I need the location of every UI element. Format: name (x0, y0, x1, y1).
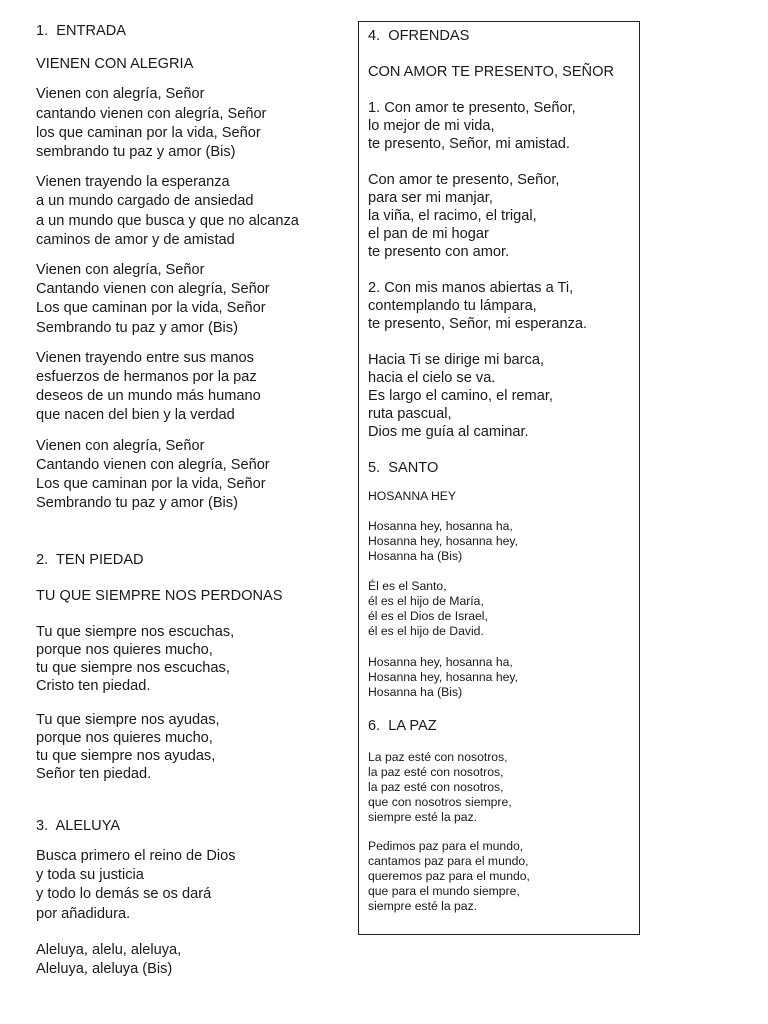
stanza (368, 279, 631, 333)
lyric-line: queremos paz para el mundo, (368, 869, 530, 883)
section-heading-entrada: 1. ENTRADA (36, 23, 127, 39)
section-heading-la-paz: 6. LA PAZ (368, 718, 437, 734)
song-title-hosanna-hey: HOSANNA HEY (368, 489, 457, 503)
lyric-line: Hacia Ti se dirige mi barca, (368, 352, 545, 368)
lyric-line: deseos de un mundo más humano (36, 388, 261, 405)
lyric-line: la viña, el racimo, el trigal, (368, 208, 537, 224)
stanza (36, 941, 336, 979)
lyric-line: cantando vienen con alegría, Señor (36, 105, 267, 122)
stanza (36, 847, 336, 924)
stanza (36, 173, 336, 250)
lyric-line: Con amor te presento, Señor, (368, 172, 560, 188)
lyric-line: la paz esté con nosotros, (368, 765, 504, 779)
lyric-line: Busca primero el reino de Dios (36, 848, 236, 865)
lyric-line: Hosanna ha (Bis) (368, 685, 463, 699)
lyric-line: Tu que siempre nos ayudas, (36, 711, 220, 728)
song-title-tu-que-siempre: TU QUE SIEMPRE NOS PERDONAS (36, 587, 283, 604)
lyric-line: Hosanna ha (Bis) (368, 549, 463, 563)
lyric-line: tu que siempre nos escuchas, (36, 659, 230, 676)
lyric-line: lo mejor de mi vida, (368, 118, 495, 134)
lyric-line: para ser mi manjar, (368, 190, 493, 206)
lyric-line: hacia el cielo se va. (368, 370, 496, 386)
stanza (36, 261, 336, 338)
stanza (36, 711, 336, 783)
lyric-line: y toda su justicia (36, 867, 144, 884)
lyric-line: cantamos paz para el mundo, (368, 854, 529, 868)
lyric-line: Hosanna hey, hosanna hey, (368, 670, 518, 684)
lyric-line: Es largo el camino, el remar, (368, 388, 553, 404)
stanza (36, 437, 336, 514)
stanza (368, 171, 631, 261)
section-heading-santo: 5. SANTO (368, 460, 439, 476)
stanza (368, 750, 631, 825)
lyric-line: el pan de mi hogar (368, 226, 489, 242)
lyric-line: Aleluya, aleluya (Bis) (36, 961, 173, 978)
lyric-line: Él es el Santo, (368, 579, 447, 593)
lyric-line: esfuerzos de hermanos por la paz (36, 369, 257, 386)
lyric-line: Vienen con alegría, Señor (36, 262, 205, 279)
lyric-line: Hosanna hey, hosanna ha, (368, 519, 513, 533)
lyric-line: Cantando vienen con alegría, Señor (36, 281, 270, 298)
lyric-line: porque nos quieres mucho, (36, 641, 213, 658)
lyric-line: Pedimos paz para el mundo, (368, 839, 524, 853)
lyric-line: Tu que siempre nos escuchas, (36, 623, 235, 640)
stanza (36, 623, 336, 695)
stanza (368, 519, 631, 564)
stanza (368, 839, 631, 914)
section-heading-aleluya: 3. ALELUYA (36, 817, 121, 834)
song-title-con-amor: CON AMOR TE PRESENTO, SEÑOR (368, 64, 614, 80)
lyric-line: tu que siempre nos ayudas, (36, 747, 216, 764)
lyric-line: Sembrando tu paz y amor (Bis) (36, 495, 238, 512)
lyric-line: a un mundo que busca y que no alcanza (36, 212, 299, 229)
lyric-line: él es el hijo de María, (368, 594, 484, 608)
lyric-line: Hosanna hey, hosanna ha, (368, 655, 513, 669)
stanza (36, 85, 336, 162)
lyric-line: Vienen con alegría, Señor (36, 437, 205, 454)
lyric-line: la paz esté con nosotros, (368, 780, 504, 794)
section-heading-ten-piedad: 2. TEN PIEDAD (36, 552, 144, 569)
lyric-line: te presento, Señor, mi amistad. (368, 136, 570, 152)
stanza (368, 351, 631, 441)
lyric-line: Los que caminan por la vida, Señor (36, 300, 266, 317)
lyric-line: Los que caminan por la vida, Señor (36, 476, 266, 493)
lyric-line: Sembrando tu paz y amor (Bis) (36, 319, 238, 336)
lyric-line: 1. Con amor te presento, Señor, (368, 100, 576, 116)
stanza (368, 579, 631, 639)
lyric-line: que con nosotros siempre, (368, 795, 512, 809)
song-title-vienen-con-alegria: VIENEN CON ALEGRIA (36, 56, 194, 73)
lyric-line: contemplando tu lámpara, (368, 298, 537, 314)
lyric-line: él es el hijo de David. (368, 624, 484, 638)
lyric-line: Vienen trayendo entre sus manos (36, 349, 254, 366)
lyric-line: Cristo ten piedad. (36, 677, 151, 694)
lyric-line: Dios me guía al caminar. (368, 424, 529, 440)
lyric-line: que nacen del bien y la verdad (36, 407, 235, 424)
section-heading-ofrendas: 4. OFRENDAS (368, 28, 470, 44)
lyric-line: 2. Con mis manos abiertas a Ti, (368, 280, 574, 296)
lyric-line: Hosanna hey, hosanna hey, (368, 534, 518, 548)
lyric-line: siempre esté la paz. (368, 810, 478, 824)
stanza (36, 349, 336, 426)
lyric-line: Vienen con alegría, Señor (36, 86, 205, 103)
lyric-line: caminos de amor y de amistad (36, 231, 235, 248)
lyric-line: Aleluya, alelu, aleluya, (36, 941, 182, 958)
stanza (368, 99, 631, 153)
lyric-line: los que caminan por la vida, Señor (36, 124, 261, 141)
lyric-line: por añadidura. (36, 905, 131, 922)
lyric-line: te presento con amor. (368, 244, 510, 260)
lyric-line: La paz esté con nosotros, (368, 750, 508, 764)
lyric-line: ruta pascual, (368, 406, 452, 422)
lyric-line: que para el mundo siempre, (368, 884, 520, 898)
lyric-line: sembrando tu paz y amor (Bis) (36, 144, 236, 161)
lyric-line: Cantando vienen con alegría, Señor (36, 456, 270, 473)
lyric-line: y todo lo demás se os dará (36, 886, 212, 903)
lyric-line: Señor ten piedad. (36, 765, 152, 782)
lyric-line: Vienen trayendo la esperanza (36, 174, 230, 191)
lyric-line: a un mundo cargado de ansiedad (36, 193, 254, 210)
right-boxed-column (358, 21, 640, 935)
lyric-line: él es el Dios de Israel, (368, 609, 488, 623)
stanza (368, 655, 631, 700)
lyric-line: porque nos quieres mucho, (36, 729, 213, 746)
left-column (36, 22, 336, 979)
lyric-line: te presento, Señor, mi esperanza. (368, 316, 588, 332)
lyric-line: siempre esté la paz. (368, 899, 478, 913)
